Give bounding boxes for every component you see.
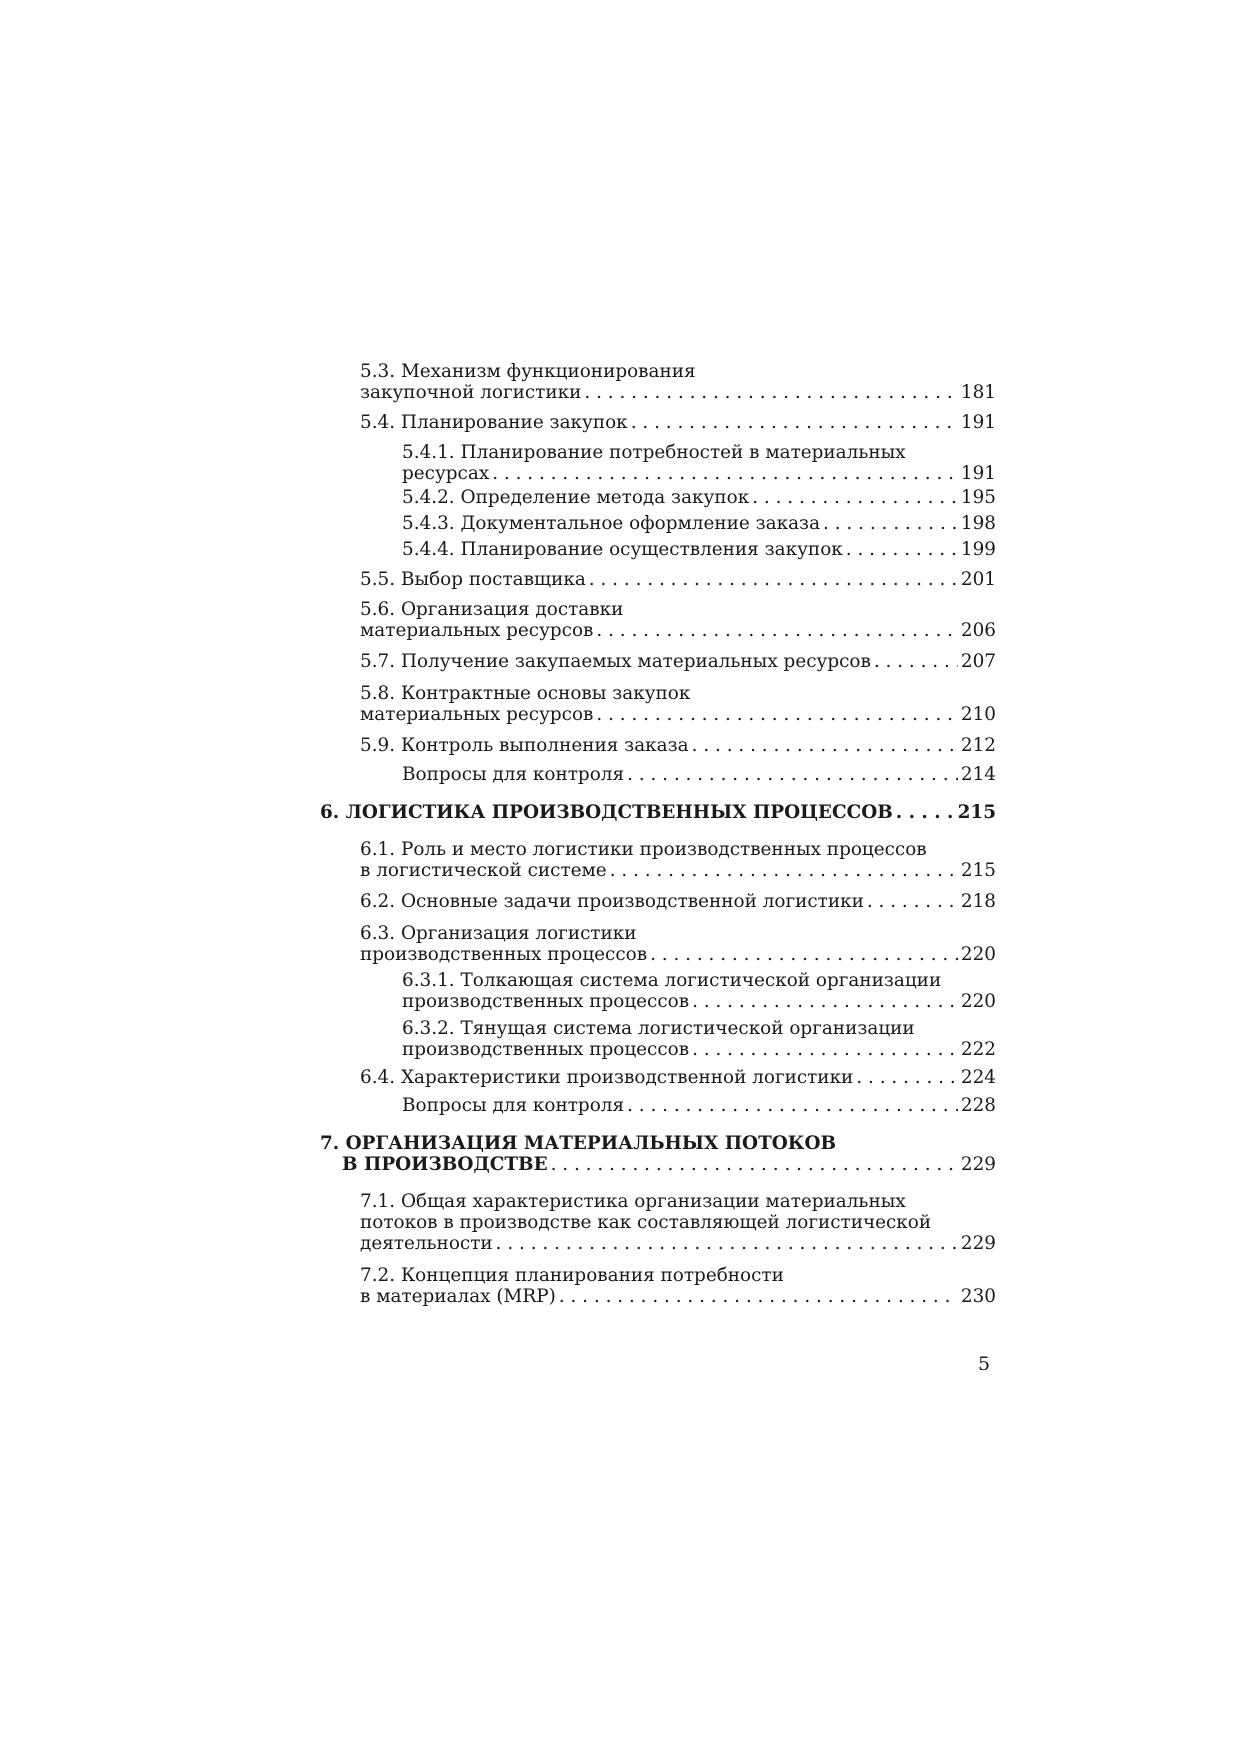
toc-entry-title: 6.3.1. Толкающая система логистической организации bbox=[402, 970, 942, 991]
toc-page-number: 229 bbox=[960, 1154, 996, 1175]
toc-entry-title: 6.1. Роль и место логистики производственных процессов bbox=[360, 839, 927, 860]
toc-entry-title: 6.2. Основные задачи производственной логистики bbox=[360, 891, 864, 912]
toc-entry-title: 5.4.3. Документальное оформление заказа bbox=[402, 513, 821, 534]
toc-page-number: 198 bbox=[960, 513, 996, 534]
leader-dots bbox=[856, 1067, 958, 1088]
toc-entry bbox=[402, 1095, 996, 1116]
toc-entry bbox=[360, 683, 996, 725]
toc-entry-title: 6.3.2. Тянущая система логистической организации bbox=[402, 1018, 915, 1039]
leader-dots bbox=[496, 1233, 958, 1254]
leader-dots bbox=[551, 1154, 958, 1175]
toc-entry bbox=[402, 513, 996, 534]
toc-entry bbox=[360, 412, 996, 433]
toc-page-number: 218 bbox=[960, 891, 996, 912]
toc-entry-title: 6.3. Организация логистики bbox=[360, 923, 637, 944]
toc-entry-title: 5.4. Планирование закупок bbox=[360, 412, 628, 433]
leader-dots bbox=[610, 860, 958, 881]
toc-entry-title-end: материальных ресурсов bbox=[360, 620, 594, 641]
toc-page-number: 195 bbox=[960, 487, 996, 508]
toc-page-number: 199 bbox=[960, 539, 996, 560]
toc-page-number: 230 bbox=[960, 1286, 996, 1307]
toc-entry bbox=[360, 1067, 996, 1088]
toc-chapter-title: 6. ЛОГИСТИКА ПРОИЗВОДСТВЕННЫХ ПРОЦЕССОВ bbox=[320, 802, 893, 823]
toc-entry-title-end: материальных ресурсов bbox=[360, 704, 594, 725]
toc-entry bbox=[402, 1018, 996, 1060]
toc-entry-title: 7.2. Концепция планирования потребности bbox=[360, 1265, 784, 1286]
leader-dots bbox=[846, 539, 958, 560]
toc-chapter-entry bbox=[320, 1133, 996, 1175]
leader-dots bbox=[596, 704, 957, 725]
toc-entry bbox=[360, 599, 996, 641]
toc-entry-title: 5.4.4. Планирование осуществления закупок bbox=[402, 539, 843, 560]
toc-chapter-entry bbox=[320, 802, 996, 823]
toc-entry bbox=[360, 923, 996, 965]
toc-entry bbox=[360, 361, 996, 403]
toc-page-number: 224 bbox=[960, 1067, 996, 1088]
toc-entry-title-end: деятельности bbox=[360, 1233, 493, 1254]
toc-entry bbox=[360, 651, 996, 672]
toc-entry bbox=[360, 839, 996, 881]
toc-page-number: 215 bbox=[957, 802, 996, 823]
leader-dots bbox=[692, 735, 958, 756]
toc-entry-title-end: производственных процессов bbox=[402, 991, 690, 1012]
leader-dots bbox=[589, 569, 958, 590]
leader-dots bbox=[596, 620, 957, 641]
toc-entry-title-end: в материалах (MRP) bbox=[360, 1286, 556, 1307]
toc-page-number: 228 bbox=[960, 1095, 996, 1116]
leader-dots bbox=[650, 944, 958, 965]
toc-entry bbox=[402, 539, 996, 560]
toc-page-number: 191 bbox=[960, 463, 996, 484]
toc-entry-title: Вопросы для контроля bbox=[402, 764, 625, 785]
toc-entry-title-end: закупочной логистики bbox=[360, 382, 582, 403]
leader-dots bbox=[584, 382, 958, 403]
toc-page-number: 214 bbox=[960, 764, 996, 785]
toc-entry bbox=[360, 1191, 996, 1254]
toc-page-number: 222 bbox=[960, 1039, 996, 1060]
toc-entry-title-line2: потоков в производстве как составляющей логистической bbox=[360, 1212, 932, 1233]
toc-entry-title-end: в логистической системе bbox=[360, 860, 607, 881]
toc-entry-title-end: производственных процессов bbox=[402, 1039, 690, 1060]
toc-page-number: 210 bbox=[960, 704, 996, 725]
toc-page-number: 212 bbox=[960, 735, 996, 756]
toc-entry-title: 7.1. Общая характеристика организации материальных bbox=[360, 1191, 906, 1212]
leader-dots bbox=[692, 991, 958, 1012]
toc-entry-title: 5.7. Получение закупаемых материальных ресурсов bbox=[360, 651, 871, 672]
leader-dots bbox=[692, 1039, 958, 1060]
toc-entry-title: 5.6. Организация доставки bbox=[360, 599, 624, 620]
toc-page-number: 220 bbox=[960, 944, 996, 965]
toc-page-number: 220 bbox=[960, 991, 996, 1012]
leader-dots bbox=[867, 891, 958, 912]
toc-page-number: 207 bbox=[960, 651, 996, 672]
table-of-contents bbox=[320, 361, 996, 1307]
toc-entry-title: 5.3. Механизм функционирования bbox=[360, 361, 696, 382]
leader-dots bbox=[627, 1095, 958, 1116]
toc-page-number: 215 bbox=[960, 860, 996, 881]
toc-entry-title: 5.5. Выбор поставщика bbox=[360, 569, 586, 590]
toc-chapter-title: 7. ОРГАНИЗАЦИЯ МАТЕРИАЛЬНЫХ ПОТОКОВ bbox=[320, 1133, 837, 1154]
leader-dots bbox=[874, 651, 958, 672]
leader-dots bbox=[823, 513, 958, 534]
toc-entry-title: 5.4.2. Определение метода закупок bbox=[402, 487, 750, 508]
toc-entry bbox=[360, 735, 996, 756]
toc-page-number: 229 bbox=[960, 1233, 996, 1254]
toc-page-number: 201 bbox=[960, 569, 996, 590]
toc-entry-title: 5.9. Контроль выполнения заказа bbox=[360, 735, 689, 756]
toc-entry bbox=[402, 487, 996, 508]
toc-page-number: 206 bbox=[960, 620, 996, 641]
toc-page-number: 181 bbox=[960, 382, 996, 403]
toc-entry bbox=[360, 569, 996, 590]
toc-entry bbox=[402, 970, 996, 1012]
page-number: 5 bbox=[978, 1353, 991, 1375]
toc-entry bbox=[402, 442, 996, 484]
toc-entry-title: Вопросы для контроля bbox=[402, 1095, 625, 1116]
toc-entry-title-end: ресурсах bbox=[402, 463, 490, 484]
toc-entry bbox=[360, 1265, 996, 1307]
toc-entry-title: 6.4. Характеристики производственной логистики bbox=[360, 1067, 854, 1088]
toc-entry bbox=[360, 891, 996, 912]
leader-dots bbox=[492, 463, 958, 484]
toc-page-number: 191 bbox=[960, 412, 996, 433]
leader-dots bbox=[631, 412, 958, 433]
toc-entry-title-end: производственных процессов bbox=[360, 944, 648, 965]
leader-dots bbox=[627, 764, 958, 785]
leader-dots bbox=[752, 487, 958, 508]
toc-entry bbox=[402, 764, 996, 785]
toc-chapter-title-end: В ПРОИЗВОДСТВЕ bbox=[342, 1154, 548, 1175]
toc-entry-title: 5.4.1. Планирование потребностей в материальных bbox=[402, 442, 906, 463]
leader-dots bbox=[896, 802, 955, 823]
toc-entry-title: 5.8. Контрактные основы закупок bbox=[360, 683, 691, 704]
leader-dots bbox=[559, 1286, 958, 1307]
